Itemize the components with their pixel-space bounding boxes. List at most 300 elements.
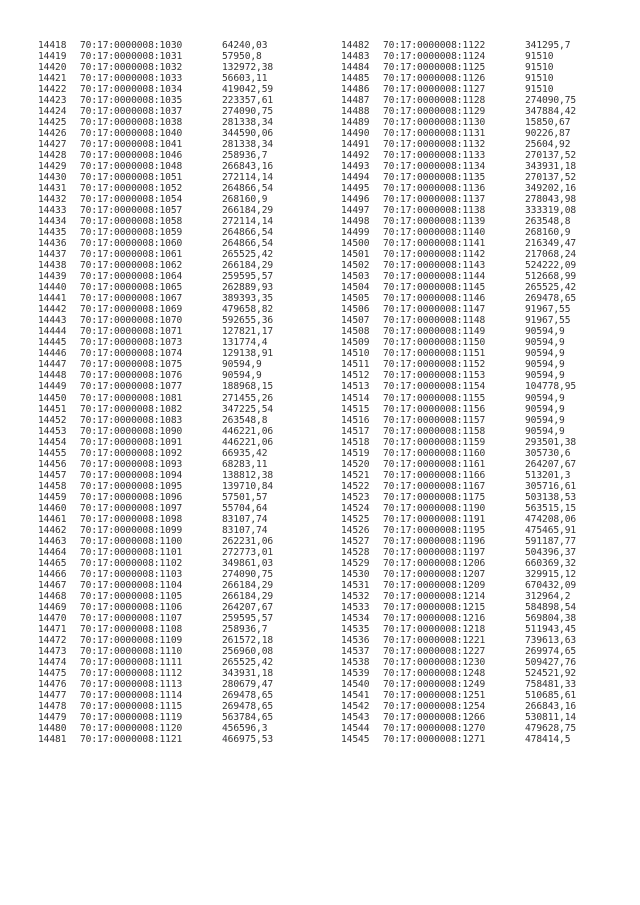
row-number: 14472 [38, 634, 67, 646]
cadastral-value: 68283,11 [222, 458, 268, 470]
cadastral-value: 223357,61 [222, 95, 274, 107]
table-row [341, 260, 635, 271]
row-number: 14516 [341, 414, 370, 426]
row-number: 14517 [341, 425, 370, 437]
table-row [341, 690, 635, 701]
cadastral-value: 563784,65 [222, 711, 274, 723]
row-number: 14502 [341, 260, 370, 272]
cadastral-number: 70:17:0000008:1119 [80, 711, 183, 723]
row-number: 14461 [38, 513, 67, 525]
row-number: 14480 [38, 722, 67, 734]
row-number: 14465 [38, 557, 67, 569]
table-row [38, 117, 332, 128]
table-row [341, 481, 635, 492]
cadastral-value: 446221,06 [222, 436, 274, 448]
cadastral-value: 349202,16 [525, 183, 577, 195]
cadastral-number: 70:17:0000008:1109 [80, 634, 183, 646]
row-number: 14531 [341, 579, 370, 591]
cadastral-value: 263548,8 [525, 216, 571, 228]
table-row [341, 326, 635, 337]
row-number: 14503 [341, 271, 370, 283]
row-number: 14459 [38, 491, 67, 503]
table-row [38, 370, 332, 381]
cadastral-value: 512668,99 [525, 271, 577, 283]
cadastral-number: 70:17:0000008:1133 [383, 150, 486, 162]
cadastral-value: 504396,37 [525, 546, 577, 558]
table-row [38, 690, 332, 701]
cadastral-number: 70:17:0000008:1207 [383, 568, 486, 580]
cadastral-value: 509427,76 [525, 656, 577, 668]
table-row [38, 514, 332, 525]
cadastral-value: 569804,38 [525, 612, 577, 624]
row-number: 14528 [341, 546, 370, 558]
cadastral-value: 511943,45 [525, 623, 577, 635]
cadastral-number: 70:17:0000008:1156 [383, 403, 486, 415]
cadastral-value: 271455,26 [222, 392, 274, 404]
row-number: 14452 [38, 414, 67, 426]
row-number: 14483 [341, 51, 370, 63]
cadastral-value: 269974,65 [525, 645, 577, 657]
cadastral-number: 70:17:0000008:1081 [80, 392, 183, 404]
cadastral-value: 274090,75 [525, 95, 577, 107]
table-row [341, 635, 635, 646]
table-row [341, 712, 635, 723]
cadastral-number: 70:17:0000008:1099 [80, 524, 183, 536]
cadastral-value: 293501,38 [525, 436, 577, 448]
cadastral-value: 264207,67 [525, 458, 577, 470]
cadastral-number: 70:17:0000008:1127 [383, 84, 486, 96]
cadastral-value: 280679,47 [222, 678, 274, 690]
cadastral-number: 70:17:0000008:1076 [80, 370, 183, 382]
cadastral-number: 70:17:0000008:1134 [383, 161, 486, 173]
table-row [38, 624, 332, 635]
table-row [38, 701, 332, 712]
table-row [38, 337, 332, 348]
table-row [38, 359, 332, 370]
row-number: 14485 [341, 73, 370, 85]
table-row [341, 404, 635, 415]
cadastral-number: 70:17:0000008:1125 [383, 62, 486, 74]
cadastral-value: 265525,42 [222, 656, 274, 668]
cadastral-value: 272773,01 [222, 546, 274, 558]
row-number: 14454 [38, 436, 67, 448]
cadastral-value: 188968,15 [222, 381, 274, 393]
cadastral-value: 83107,74 [222, 524, 268, 536]
cadastral-number: 70:17:0000008:1090 [80, 425, 183, 437]
row-number: 14449 [38, 381, 67, 393]
table-row [341, 492, 635, 503]
cadastral-number: 70:17:0000008:1270 [383, 722, 486, 734]
table-row [38, 547, 332, 558]
row-number: 14476 [38, 678, 67, 690]
table-row [38, 139, 332, 150]
row-number: 14543 [341, 711, 370, 723]
row-number: 14491 [341, 139, 370, 151]
cadastral-value: 266184,29 [222, 260, 274, 272]
cadastral-value: 131774,4 [222, 337, 268, 349]
table-row [341, 591, 635, 602]
cadastral-number: 70:17:0000008:1167 [383, 480, 486, 492]
table-row [38, 679, 332, 690]
cadastral-number: 70:17:0000008:1067 [80, 293, 183, 305]
cadastral-number: 70:17:0000008:1147 [383, 304, 486, 316]
cadastral-value: 104778,95 [525, 381, 577, 393]
cadastral-value: 138812,38 [222, 469, 274, 481]
row-number: 14519 [341, 447, 370, 459]
cadastral-number: 70:17:0000008:1197 [383, 546, 486, 558]
cadastral-value: 66935,42 [222, 447, 268, 459]
table-row [38, 723, 332, 734]
cadastral-value: 57501,57 [222, 491, 268, 503]
cadastral-number: 70:17:0000008:1254 [383, 700, 486, 712]
table-row [341, 227, 635, 238]
table-row [38, 613, 332, 624]
row-number: 14420 [38, 62, 67, 74]
row-number: 14455 [38, 447, 67, 459]
cadastral-number: 70:17:0000008:1143 [383, 260, 486, 272]
cadastral-value: 265525,42 [222, 249, 274, 261]
row-number: 14510 [341, 348, 370, 360]
cadastral-number: 70:17:0000008:1128 [383, 95, 486, 107]
row-number: 14545 [341, 733, 370, 745]
cadastral-number: 70:17:0000008:1271 [383, 733, 486, 745]
cadastral-number: 70:17:0000008:1251 [383, 689, 486, 701]
cadastral-number: 70:17:0000008:1209 [383, 579, 486, 591]
table-row [38, 657, 332, 668]
cadastral-value: 91510 [525, 84, 554, 96]
table-row [341, 525, 635, 536]
row-number: 14497 [341, 205, 370, 217]
row-number: 14484 [341, 62, 370, 74]
row-number: 14425 [38, 117, 67, 129]
cadastral-value: 268160,9 [222, 194, 268, 206]
cadastral-number: 70:17:0000008:1221 [383, 634, 486, 646]
cadastral-number: 70:17:0000008:1122 [383, 40, 486, 51]
cadastral-value: 274090,75 [222, 106, 274, 118]
row-number: 14451 [38, 403, 67, 415]
row-number: 14443 [38, 315, 67, 327]
cadastral-value: 57950,8 [222, 51, 262, 63]
table-row [341, 359, 635, 370]
cadastral-number: 70:17:0000008:1129 [383, 106, 486, 118]
cadastral-number: 70:17:0000008:1141 [383, 238, 486, 250]
row-number: 14530 [341, 568, 370, 580]
row-number: 14490 [341, 128, 370, 140]
cadastral-value: 343931,18 [525, 161, 577, 173]
cadastral-value: 264866,54 [222, 227, 274, 239]
table-row [38, 602, 332, 613]
cadastral-value: 305716,61 [525, 480, 577, 492]
row-number: 14422 [38, 84, 67, 96]
table-row [38, 172, 332, 183]
cadastral-number: 70:17:0000008:1101 [80, 546, 183, 558]
cadastral-number: 70:17:0000008:1073 [80, 337, 183, 349]
row-number: 14423 [38, 95, 67, 107]
cadastral-number: 70:17:0000008:1075 [80, 359, 183, 371]
row-number: 14534 [341, 612, 370, 624]
row-number: 14431 [38, 183, 67, 195]
table-row [341, 657, 635, 668]
cadastral-number: 70:17:0000008:1112 [80, 667, 183, 679]
table-row [341, 580, 635, 591]
cadastral-number: 70:17:0000008:1152 [383, 359, 486, 371]
cadastral-number: 70:17:0000008:1093 [80, 458, 183, 470]
cadastral-value: 739613,63 [525, 634, 577, 646]
row-number: 14508 [341, 326, 370, 338]
table-row [341, 470, 635, 481]
cadastral-value: 270137,52 [525, 150, 577, 162]
row-number: 14448 [38, 370, 67, 382]
table-row [341, 393, 635, 404]
cadastral-number: 70:17:0000008:1064 [80, 271, 183, 283]
table-row [341, 238, 635, 249]
table-row [341, 426, 635, 437]
cadastral-number: 70:17:0000008:1071 [80, 326, 183, 338]
table-row [341, 723, 635, 734]
cadastral-value: 478414,5 [525, 733, 571, 745]
cadastral-number: 70:17:0000008:1153 [383, 370, 486, 382]
cadastral-number: 70:17:0000008:1094 [80, 469, 183, 481]
cadastral-number: 70:17:0000008:1215 [383, 601, 486, 613]
row-number: 14507 [341, 315, 370, 327]
cadastral-value: 524521,92 [525, 667, 577, 679]
table-row [38, 426, 332, 437]
cadastral-value: 266843,16 [525, 700, 577, 712]
row-number: 14457 [38, 469, 67, 481]
cadastral-number: 70:17:0000008:1139 [383, 216, 486, 228]
cadastral-number: 70:17:0000008:1196 [383, 535, 486, 547]
table-row [341, 315, 635, 326]
cadastral-value: 132972,38 [222, 62, 274, 74]
cadastral-number: 70:17:0000008:1041 [80, 139, 183, 151]
cadastral-value: 91967,55 [525, 304, 571, 316]
cadastral-number: 70:17:0000008:1040 [80, 128, 183, 140]
table-row [38, 558, 332, 569]
cadastral-number: 70:17:0000008:1161 [383, 458, 486, 470]
cadastral-value: 90594,9 [222, 370, 262, 382]
cadastral-number: 70:17:0000008:1070 [80, 315, 183, 327]
cadastral-number: 70:17:0000008:1083 [80, 414, 183, 426]
cadastral-value: 91510 [525, 73, 554, 85]
row-number: 14427 [38, 139, 67, 151]
table-row [38, 646, 332, 657]
cadastral-number: 70:17:0000008:1061 [80, 249, 183, 261]
cadastral-value: 446221,06 [222, 425, 274, 437]
cadastral-value: 266184,29 [222, 590, 274, 602]
row-number: 14544 [341, 722, 370, 734]
table-row [341, 106, 635, 117]
cadastral-value: 329915,12 [525, 568, 577, 580]
table-row [38, 580, 332, 591]
row-number: 14498 [341, 216, 370, 228]
row-number: 14432 [38, 194, 67, 206]
cadastral-value: 660369,32 [525, 557, 577, 569]
row-number: 14489 [341, 117, 370, 129]
row-number: 14479 [38, 711, 67, 723]
row-number: 14500 [341, 238, 370, 250]
row-number: 14437 [38, 249, 67, 261]
cadastral-number: 70:17:0000008:1110 [80, 645, 183, 657]
table-row [38, 381, 332, 392]
right-column [341, 40, 635, 745]
cadastral-value: 266184,29 [222, 205, 274, 217]
table-row [38, 326, 332, 337]
cadastral-number: 70:17:0000008:1216 [383, 612, 486, 624]
row-number: 14496 [341, 194, 370, 206]
table-row [38, 249, 332, 260]
cadastral-value: 64240,03 [222, 40, 268, 51]
row-number: 14421 [38, 73, 67, 85]
cadastral-number: 70:17:0000008:1140 [383, 227, 486, 239]
cadastral-value: 15850,67 [525, 117, 571, 129]
cadastral-value: 758481,33 [525, 678, 577, 690]
row-number: 14426 [38, 128, 67, 140]
cadastral-value: 591187,77 [525, 535, 577, 547]
table-row [38, 448, 332, 459]
table-row [38, 205, 332, 216]
cadastral-value: 530811,14 [525, 711, 577, 723]
cadastral-number: 70:17:0000008:1214 [383, 590, 486, 602]
table-row [38, 40, 332, 51]
row-number: 14486 [341, 84, 370, 96]
cadastral-value: 281338,34 [222, 139, 274, 151]
row-number: 14539 [341, 667, 370, 679]
row-number: 14458 [38, 480, 67, 492]
cadastral-number: 70:17:0000008:1120 [80, 722, 183, 734]
cadastral-value: 90594,9 [525, 326, 565, 338]
cadastral-number: 70:17:0000008:1132 [383, 139, 486, 151]
row-number: 14439 [38, 271, 67, 283]
table-row [38, 227, 332, 238]
table-row [38, 128, 332, 139]
table-row [341, 348, 635, 359]
cadastral-value: 269478,65 [525, 293, 577, 305]
cadastral-number: 70:17:0000008:1057 [80, 205, 183, 217]
cadastral-value: 510685,61 [525, 689, 577, 701]
row-number: 14515 [341, 403, 370, 415]
cadastral-number: 70:17:0000008:1154 [383, 381, 486, 393]
cadastral-value: 479628,75 [525, 722, 577, 734]
cadastral-number: 70:17:0000008:1100 [80, 535, 183, 547]
cadastral-value: 269478,65 [222, 700, 274, 712]
row-number: 14523 [341, 491, 370, 503]
row-number: 14514 [341, 392, 370, 404]
cadastral-number: 70:17:0000008:1191 [383, 513, 486, 525]
row-number: 14495 [341, 183, 370, 195]
cadastral-value: 479658,82 [222, 304, 274, 316]
row-number: 14520 [341, 458, 370, 470]
row-number: 14533 [341, 601, 370, 613]
cadastral-value: 258936,7 [222, 150, 268, 162]
table-row [341, 370, 635, 381]
table-row [38, 194, 332, 205]
cadastral-number: 70:17:0000008:1048 [80, 161, 183, 173]
cadastral-value: 563515,15 [525, 502, 577, 514]
table-row [38, 635, 332, 646]
cadastral-value: 259595,57 [222, 612, 274, 624]
row-number: 14511 [341, 359, 370, 371]
row-number: 14433 [38, 205, 67, 217]
row-number: 14504 [341, 282, 370, 294]
cadastral-value: 584898,54 [525, 601, 577, 613]
cadastral-number: 70:17:0000008:1160 [383, 447, 486, 459]
cadastral-value: 264866,54 [222, 238, 274, 250]
row-number: 14464 [38, 546, 67, 558]
cadastral-value: 90594,9 [525, 359, 565, 371]
table-row [38, 315, 332, 326]
row-number: 14488 [341, 106, 370, 118]
cadastral-number: 70:17:0000008:1136 [383, 183, 486, 195]
cadastral-number: 70:17:0000008:1033 [80, 73, 183, 85]
cadastral-value: 216349,47 [525, 238, 577, 250]
row-number: 14481 [38, 733, 67, 745]
cadastral-value: 312964,2 [525, 590, 571, 602]
table-row [341, 293, 635, 304]
table-row [38, 271, 332, 282]
cadastral-value: 269478,65 [222, 689, 274, 701]
table-row [341, 84, 635, 95]
table-row [341, 51, 635, 62]
row-number: 14478 [38, 700, 67, 712]
table-row [38, 304, 332, 315]
table-row [341, 95, 635, 106]
row-number: 14487 [341, 95, 370, 107]
cadastral-value: 278043,98 [525, 194, 577, 206]
row-number: 14536 [341, 634, 370, 646]
cadastral-value: 261572,18 [222, 634, 274, 646]
row-number: 14477 [38, 689, 67, 701]
row-number: 14493 [341, 161, 370, 173]
cadastral-value: 274090,75 [222, 568, 274, 580]
cadastral-value: 83107,74 [222, 513, 268, 525]
row-number: 14525 [341, 513, 370, 525]
table-row [38, 95, 332, 106]
table-row [38, 569, 332, 580]
cadastral-value: 256960,08 [222, 645, 274, 657]
table-row [38, 216, 332, 227]
table-row [341, 172, 635, 183]
table-row [38, 260, 332, 271]
cadastral-value: 90594,9 [525, 392, 565, 404]
table-row [341, 205, 635, 216]
cadastral-value: 592655,36 [222, 315, 274, 327]
table-row [38, 591, 332, 602]
cadastral-number: 70:17:0000008:1166 [383, 469, 486, 481]
cadastral-number: 70:17:0000008:1150 [383, 337, 486, 349]
table-row [341, 271, 635, 282]
row-number: 14450 [38, 392, 67, 404]
row-number: 14442 [38, 304, 67, 316]
row-number: 14446 [38, 348, 67, 360]
table-row [341, 415, 635, 426]
cadastral-value: 344590,06 [222, 128, 274, 140]
cadastral-number: 70:17:0000008:1145 [383, 282, 486, 294]
table-row [341, 701, 635, 712]
cadastral-number: 70:17:0000008:1046 [80, 150, 183, 162]
cadastral-number: 70:17:0000008:1138 [383, 205, 486, 217]
table-row [341, 381, 635, 392]
row-number: 14441 [38, 293, 67, 305]
row-number: 14535 [341, 623, 370, 635]
row-number: 14418 [38, 40, 67, 51]
table-row [341, 514, 635, 525]
row-number: 14438 [38, 260, 67, 272]
table-row [341, 602, 635, 613]
row-number: 14529 [341, 557, 370, 569]
cadastral-value: 670432,09 [525, 579, 577, 591]
table-row [341, 150, 635, 161]
cadastral-value: 90594,9 [525, 370, 565, 382]
